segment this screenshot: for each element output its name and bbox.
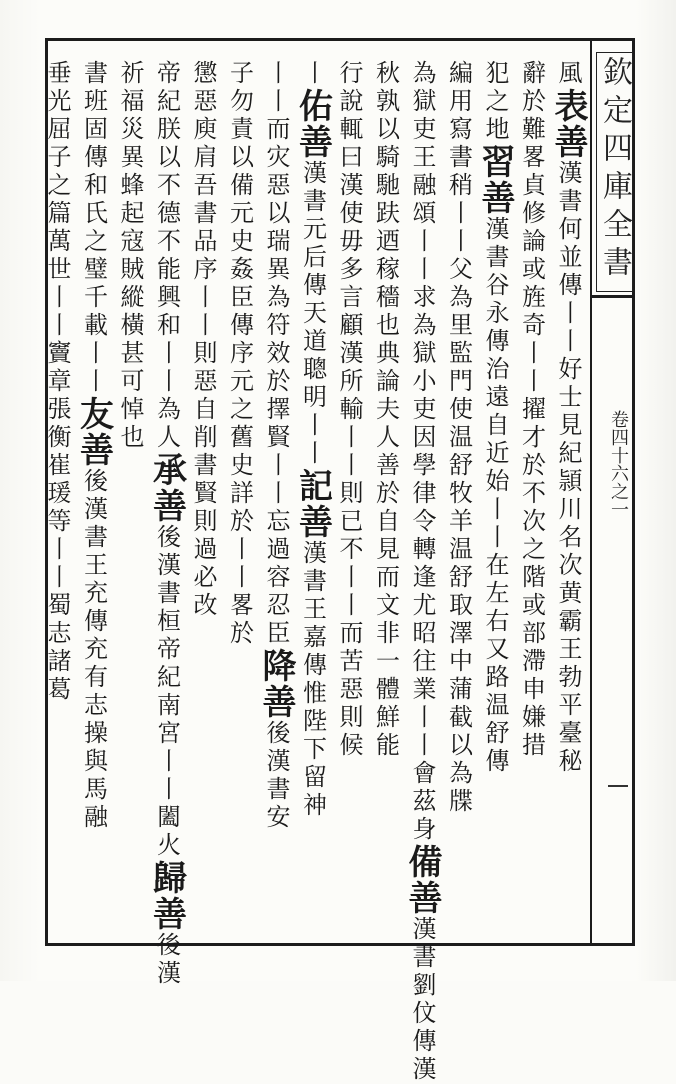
- column-text: 垂光屈子之篇萬世丨丨: [43, 60, 71, 340]
- heading-term: 表善: [548, 88, 588, 160]
- column-text: 書班固傳和氏之璧千載丨丨: [79, 60, 108, 396]
- text-column: [185, 60, 222, 940]
- column-text: 祈福災異蜂起寇賊縱橫甚可悼也: [116, 60, 144, 452]
- folio-mark: [608, 785, 628, 787]
- column-text: 行說輒曰漢使毋多言顧漢所輸丨丨則已不丨丨而苦惡則候: [335, 60, 363, 760]
- column-text: 子勿責以備元史姦臣傳序元之舊史詳於丨丨畧於: [225, 60, 254, 648]
- heading-term: 友善: [73, 396, 114, 468]
- header-rule: [590, 41, 592, 943]
- column-text: 漢書劉伩傳漢: [408, 916, 436, 1084]
- column-text: 逢尤昭往業丨丨會茲身: [408, 564, 436, 844]
- column-text: 竇章張衡崔瑗等丨丨: [43, 340, 71, 592]
- column-text: 懲惡庾肩吾書品序丨丨則惡自削書賢則過必改: [189, 60, 217, 620]
- column-text: 後漢書王充傳充有志操與馬融: [79, 468, 108, 832]
- text-column: [221, 60, 258, 940]
- column-text: 畧貞修論或旌奇丨丨擢才於不次之階或部滯申嫌措: [517, 144, 546, 760]
- column-text: 秋孰以騎馳: [371, 60, 400, 200]
- heading-term: 承善: [146, 452, 187, 524]
- column-text: 父為里監門使温舒牧羊温舒取澤中蒲截以為牒: [444, 256, 473, 816]
- volume-label: 卷四十六之一: [608, 410, 629, 518]
- column-text: 後漢書桓帝紀: [152, 524, 181, 692]
- heading-term: 歸善: [146, 860, 187, 932]
- text-column: [550, 60, 587, 940]
- column-text: 辭於難: [517, 60, 546, 144]
- text-column: [477, 60, 514, 940]
- text-column: [112, 60, 149, 940]
- heading-term: 備善: [402, 844, 442, 916]
- column-text: 帝紀朕以不德不能興和丨丨為人: [152, 60, 181, 452]
- column-text: 趺迺稼穡也典論夫人善於自見而文非一體鮮能: [371, 200, 400, 760]
- column-text: 後漢書安: [262, 720, 290, 832]
- header-band-rule: [592, 295, 635, 298]
- column-text: 漢書元后傳天道聰明丨丨: [298, 160, 327, 468]
- text-column: [513, 60, 550, 940]
- column-text: 於擇賢丨丨忘過容忍臣: [262, 368, 290, 648]
- text-column: [402, 60, 442, 1084]
- heading-term: 佑善: [292, 88, 333, 160]
- column-text: 編用寫書稍丨丨: [444, 60, 473, 256]
- column-text: 漢書王嘉傳惟陛下留神: [298, 540, 327, 820]
- column-text: 丨丨而灾惡以瑞異為符效: [262, 60, 290, 368]
- column-text: 漢書谷永傳治遠自近始丨丨在左右又路温舒傳: [481, 216, 509, 776]
- column-text: 風: [554, 60, 582, 88]
- column-text: 漢書何並傳丨丨好士見紀頴川名次黄霸王勃平臺秘: [554, 160, 582, 776]
- column-text: 丨: [298, 60, 327, 88]
- text-column: [146, 60, 187, 988]
- heading-term: 習善: [475, 144, 515, 216]
- column-text: 為獄吏王融頌丨丨求為獄小吏因學律令轉: [408, 60, 436, 564]
- book-title: 欽定四庫全書: [597, 56, 632, 284]
- column-text: 蜀志諸葛: [43, 592, 71, 704]
- text-column: [294, 60, 331, 940]
- heading-term: 記善: [292, 468, 333, 540]
- column-text: 後漢: [152, 932, 181, 988]
- text-column: [39, 60, 76, 940]
- column-text: 犯之地: [481, 60, 509, 144]
- text-column: [440, 60, 477, 940]
- text-column: [75, 60, 112, 940]
- text-column: [331, 60, 368, 940]
- text-column: [258, 60, 295, 940]
- text-column: [367, 60, 404, 940]
- column-text: 南宮丨丨闔火: [152, 692, 181, 860]
- heading-term: 降善: [256, 648, 296, 720]
